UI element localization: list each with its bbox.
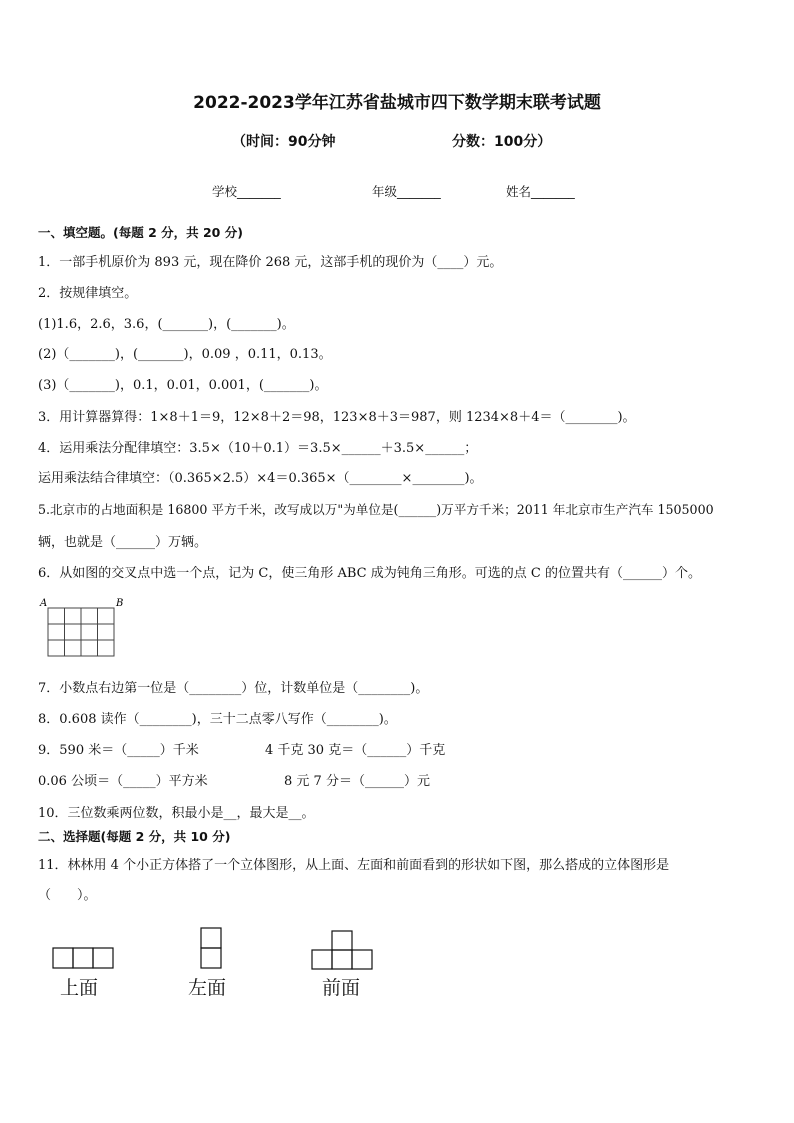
grid-label-b: B [116,598,124,609]
exam-time: （时间：90分钟 [232,134,336,150]
question-line: 2．按规律填空。 [38,286,138,301]
grid-figure [38,594,128,664]
section-choice-heading: 二、选择题(每题 2 分，共 10 分) [38,829,231,844]
question-line: 9．590 米＝（_____）千米 [38,743,199,758]
left-view-label: 左面 [188,977,227,999]
grid-label-a: A [40,598,48,609]
question-line: (3)（_______)，0.1，0.01，0.001，(_______)。 [38,378,328,393]
question-line: 8 元 7 分＝（______）元 [284,774,430,789]
question-line: 0.06 公顷＝（_____）平方米 [38,774,208,789]
question-line: 辆，也就是（______）万辆。 [38,535,208,550]
left-view-figure [199,926,223,970]
question-line: 1．一部手机原价为 893 元，现在降价 268 元，这部手机的现价为（____）元。 [38,255,503,270]
question-line: (1)1.6，2.6，3.6，(_______)，(_______)。 [38,317,295,332]
name-field: 姓名_______ [506,184,575,199]
school-field: 学校_______ [212,184,281,199]
question-line: 11．林林用 4 个小正方体搭了一个立体图形，从上面、左面和前面看到的形状如下图，那么搭成的立体图形是 [38,858,670,873]
question-line: 运用乘法结合律填空：（0.365×2.5）×4＝0.365×（________×________)。 [38,471,483,486]
question-line: 6．从如图的交叉点中选一个点，记为 C，使三角形 ABC 成为钝角三角形。可选的点 C 的位置共有（______）个。 [38,566,701,581]
question-line: 8．0.608 读作（________)，三十二点零八写作（________)。 [38,712,397,727]
top-view-figure [52,946,114,970]
question-line: (2)（_______)，(_______)，0.09 ，0.11，0.13。 [38,347,332,362]
question-line: 5.北京市的占地面积是 16800 平方千米，改写成以万"为单位是(______)万平方千米；2011 年北京市生产汽车 1505000 [38,502,714,517]
question-line: 4 千克 30 克＝（______）千克 [265,743,446,758]
grade-field: 年级_______ [372,184,441,199]
front-view-label: 前面 [322,977,361,999]
question-line: 7．小数点右边第一位是（________）位，计数单位是（________)。 [38,681,429,696]
exam-score: 分数：100分） [452,134,552,150]
exam-title: 2022-2023学年江苏省盐城市四下数学期末联考试题 [193,93,601,113]
front-view-figure [310,929,374,971]
question-line: 10．三位数乘两位数，积最小是__，最大是__。 [38,806,315,821]
top-view-label: 上面 [60,977,99,999]
question-line: （ ）。 [38,888,97,903]
question-line: 4．运用乘法分配律填空：3.5×（10＋0.1）＝3.5×______＋3.5×______； [38,441,478,456]
question-line: 3．用计算器算得：1×8＋1＝9，12×8＋2＝98，123×8＋3＝987，则 1234×8＋4＝（________)。 [38,410,636,425]
section-fill-heading: 一、填空题。(每题 2 分，共 20 分) [38,225,243,240]
